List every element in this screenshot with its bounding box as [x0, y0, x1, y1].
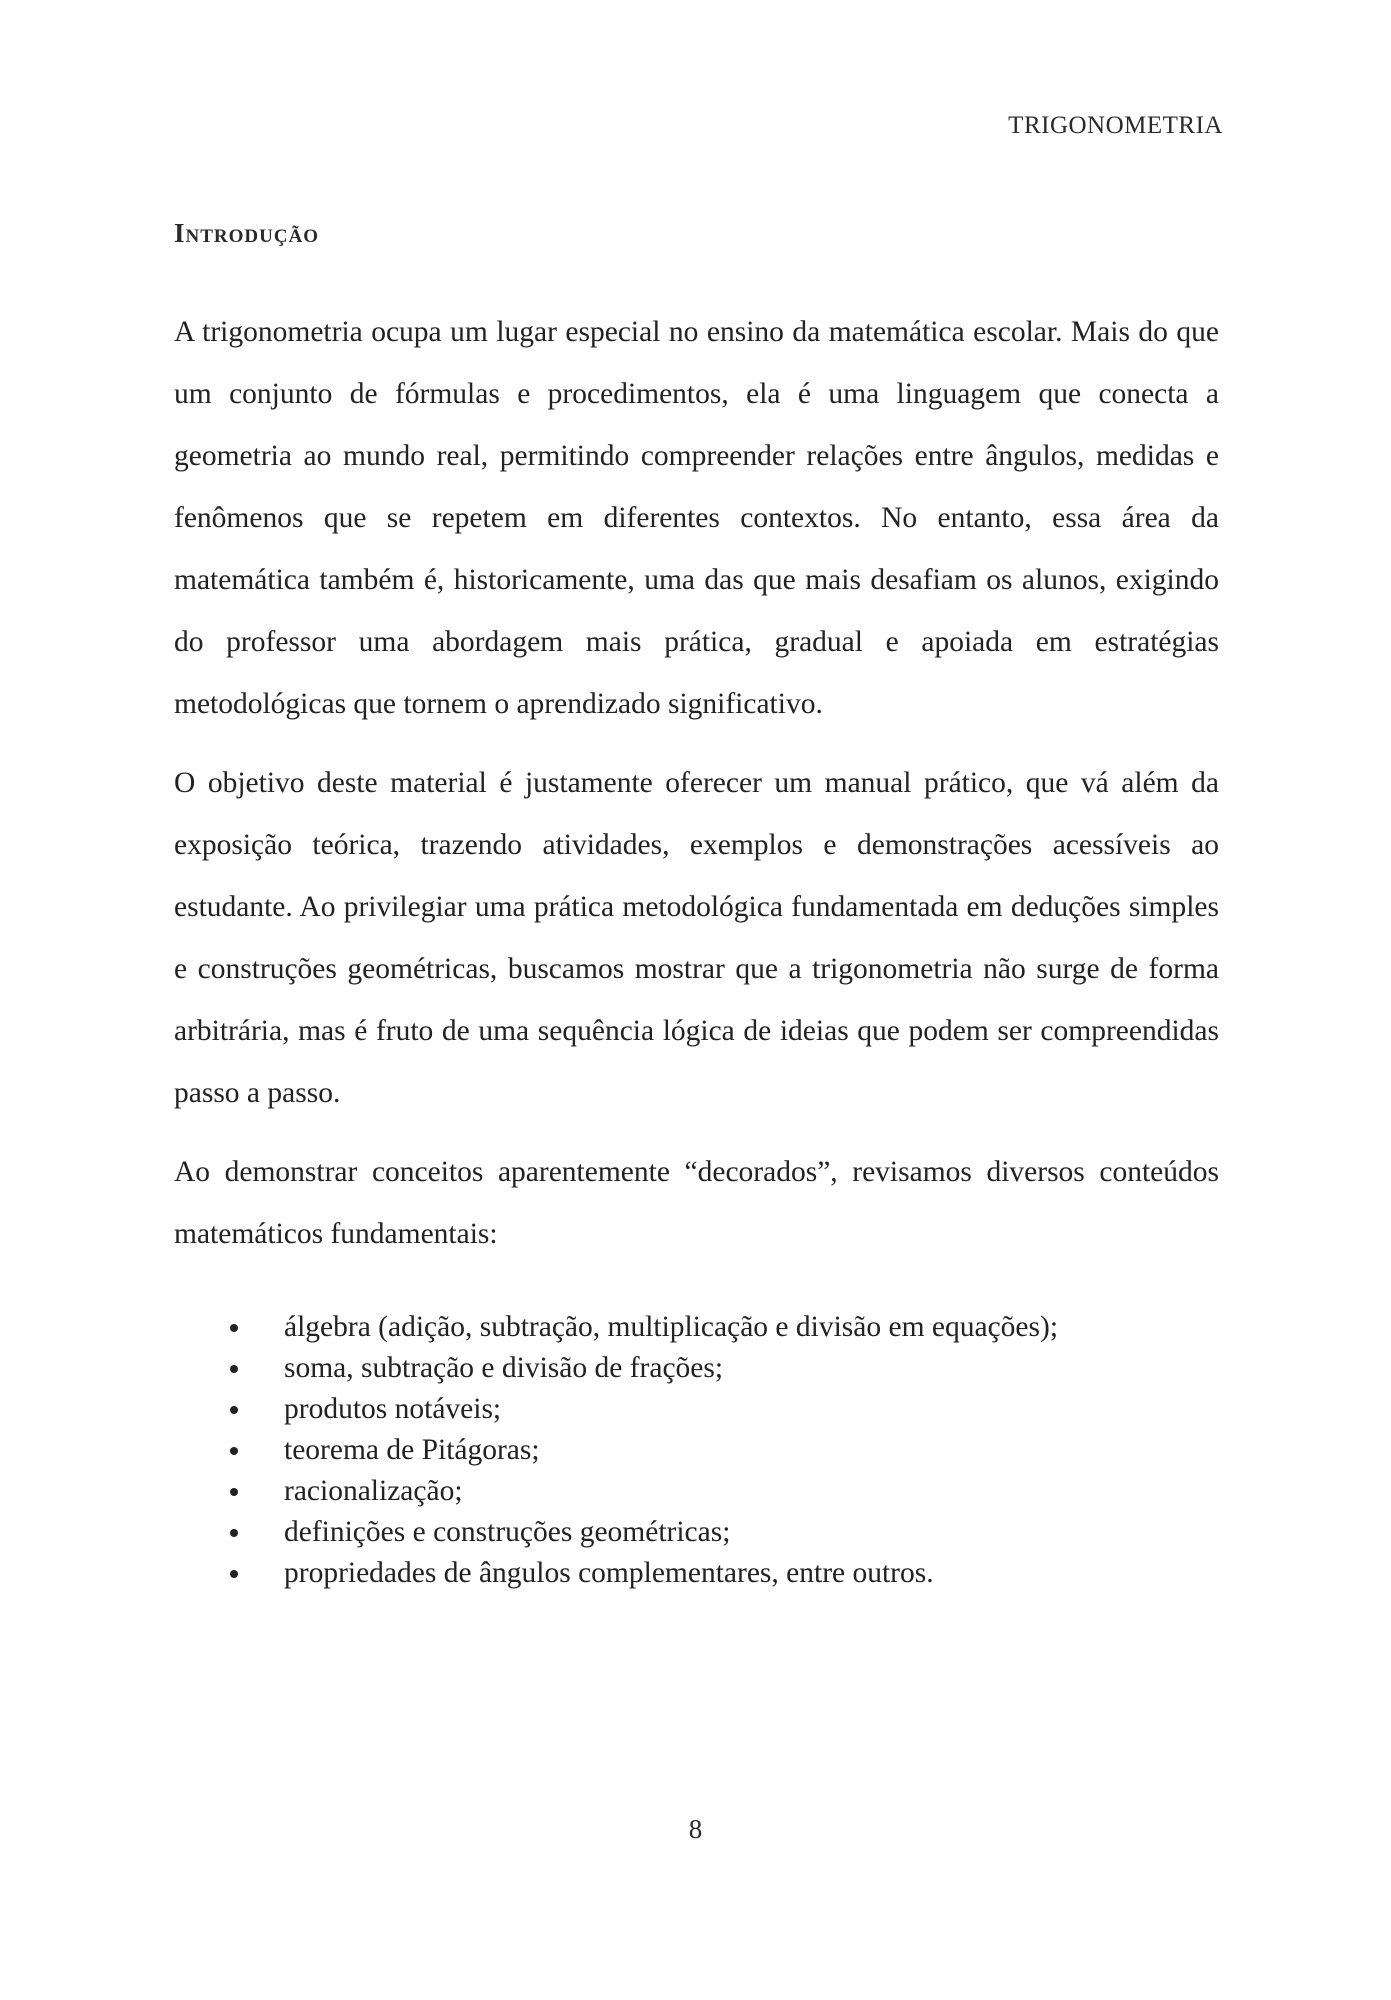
list-item-text: produtos notáveis;: [284, 1393, 502, 1425]
list-item-text: racionalização;: [284, 1475, 463, 1507]
paragraph-intro: A trigonometria ocupa um lugar especial no ensino da matemática escolar. Mais do que um conjunto de fórmulas e procedimentos, ela é uma linguagem que conecta a geometria ao mundo real, permitindo compreender relações entre ângulos, medidas e fenômenos que se repetem em diferentes contextos. No entanto, essa área da matemática também é, historicamente, uma das que mais desafiam os alunos, exigindo do professor uma abordagem mais prática, gradual e apoiada em estratégias metodológicas que tornem o aprendizado significativo.: [174, 316, 1219, 720]
list-item: [174, 1553, 1219, 1594]
bullet-icon: [230, 1529, 238, 1537]
list-item: [174, 1471, 1219, 1512]
list-item: [174, 1348, 1219, 1389]
running-header: TRIGONOMETRIA: [1008, 112, 1223, 139]
paragraph-topics-lead: Ao demonstrar conceitos aparentemente “decorados”, revisamos diversos conteúdos matemáticos fundamentais:: [174, 1156, 1219, 1250]
list-item: [174, 1389, 1219, 1430]
list-item: [174, 1307, 1219, 1348]
list-item: [174, 1512, 1219, 1553]
paragraph-objective: O objetivo deste material é justamente oferecer um manual prático, que vá além da exposição teórica, trazendo atividades, exemplos e demonstrações acessíveis ao estudante. Ao privilegiar uma prática metodológica fundamentada em deduções simples e construções geométricas, buscamos mostrar que a trigonometria não surge de forma arbitrária, mas é fruto de uma sequência lógica de ideias que podem ser compreendidas passo a passo.: [174, 767, 1219, 1109]
bullet-icon: [230, 1570, 238, 1578]
bullet-icon: [230, 1488, 238, 1496]
list-item-text: propriedades de ângulos complementares, entre outros.: [284, 1557, 934, 1589]
list-item-text: álgebra (adição, subtração, multiplicação e divisão em equações);: [284, 1311, 1059, 1343]
bullet-icon: [230, 1365, 238, 1373]
page-content: [174, 218, 1219, 1594]
page-number: 8: [688, 1814, 703, 1844]
bullet-icon: [230, 1447, 238, 1455]
bullet-icon: [230, 1406, 238, 1414]
list-item-text: teorema de Pitágoras;: [284, 1434, 540, 1466]
section-title: Introdução: [174, 218, 320, 248]
list-item: [174, 1430, 1219, 1471]
list-item-text: soma, subtração e divisão de frações;: [284, 1352, 724, 1384]
bullet-icon: [230, 1324, 238, 1332]
topics-list: [174, 1307, 1219, 1594]
list-item-text: definições e construções geométricas;: [284, 1516, 731, 1548]
